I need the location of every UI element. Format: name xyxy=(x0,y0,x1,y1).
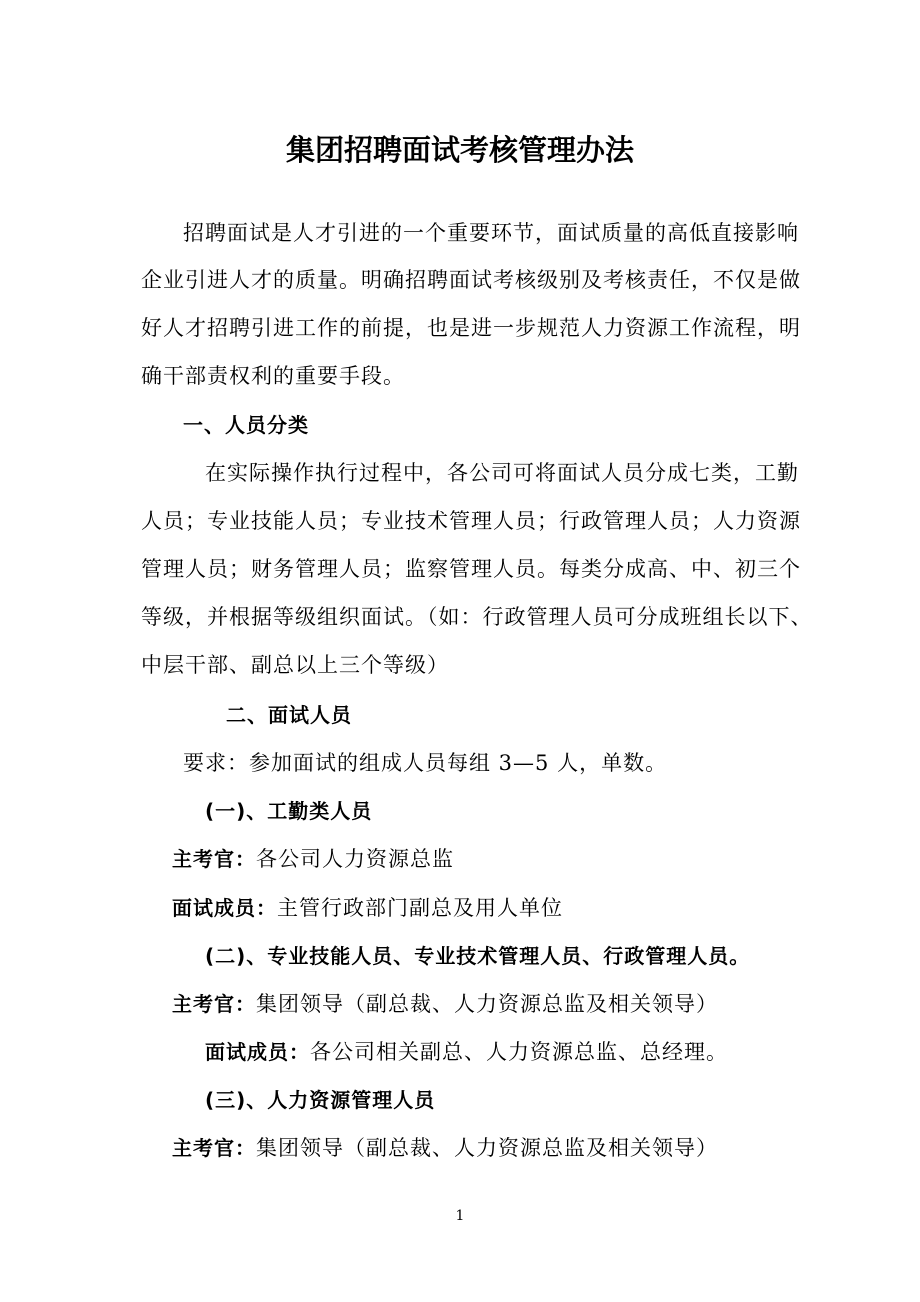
sub1-members xyxy=(172,893,563,923)
page-number: 1 xyxy=(455,1208,465,1224)
intro-line-3: 好人才招聘引进工作的前提，也是进一步规范人力资源工作流程，明 xyxy=(141,316,801,340)
document-title: 集团招聘面试考核管理办法 xyxy=(285,133,634,167)
sub2-members-label: 面试成员： xyxy=(205,1040,310,1064)
section1-line-1: 在实际操作执行过程中，各公司可将面试人员分成七类，工勤 xyxy=(205,461,799,485)
sub2-examiner-value: 集团领导（副总裁、人力资源总监及相关领导） xyxy=(256,992,718,1016)
sub1-members-label: 面试成员： xyxy=(172,896,277,920)
section2-heading: 二、面试人员 xyxy=(226,703,352,727)
intro-line-4: 确干部责权利的重要手段。 xyxy=(141,364,405,388)
sub1-examiner xyxy=(172,844,454,874)
section2-requirement: 要求：参加面试的组成人员每组 3—5 人，单数。 xyxy=(183,751,668,775)
sub2-members xyxy=(205,1037,728,1067)
sub2-examiner xyxy=(172,989,718,1019)
section1-line-3: 管理人员；财务管理人员；监察管理人员。每类分成高、中、初三个 xyxy=(141,557,801,581)
sub1-examiner-value: 各公司人力资源总监 xyxy=(256,847,454,871)
sub3-examiner xyxy=(172,1133,718,1163)
sub1-heading: (一)、工勤类人员 xyxy=(205,799,373,823)
section1-heading: 一、人员分类 xyxy=(183,413,309,437)
intro-line-2: 企业引进人才的质量。明确招聘面试考核级别及考核责任，不仅是做 xyxy=(141,268,801,292)
sub2-examiner-label: 主考官： xyxy=(172,992,256,1016)
sub1-members-value: 主管行政部门副总及用人单位 xyxy=(277,896,563,920)
sub2-heading: (二)、专业技能人员、专业技术管理人员、行政管理人员。 xyxy=(205,944,751,968)
sub2-members-value: 各公司相关副总、人力资源总监、总经理。 xyxy=(310,1040,728,1064)
section1-line-5: 中层干部、副总以上三个等级） xyxy=(141,653,449,677)
sub3-examiner-label: 主考官： xyxy=(172,1136,256,1160)
sub3-heading: (三)、人力资源管理人员 xyxy=(205,1088,436,1112)
section1-line-4: 等级，并根据等级组织面试。（如：行政管理人员可分成班组长以下、 xyxy=(141,605,813,629)
sub3-examiner-value: 集团领导（副总裁、人力资源总监及相关领导） xyxy=(256,1136,718,1160)
section1-line-2: 人员；专业技能人员；专业技术管理人员；行政管理人员；人力资源 xyxy=(141,509,801,533)
sub1-examiner-label: 主考官： xyxy=(172,847,256,871)
intro-line-1: 招聘面试是人才引进的一个重要环节，面试质量的高低直接影响 xyxy=(183,221,799,245)
